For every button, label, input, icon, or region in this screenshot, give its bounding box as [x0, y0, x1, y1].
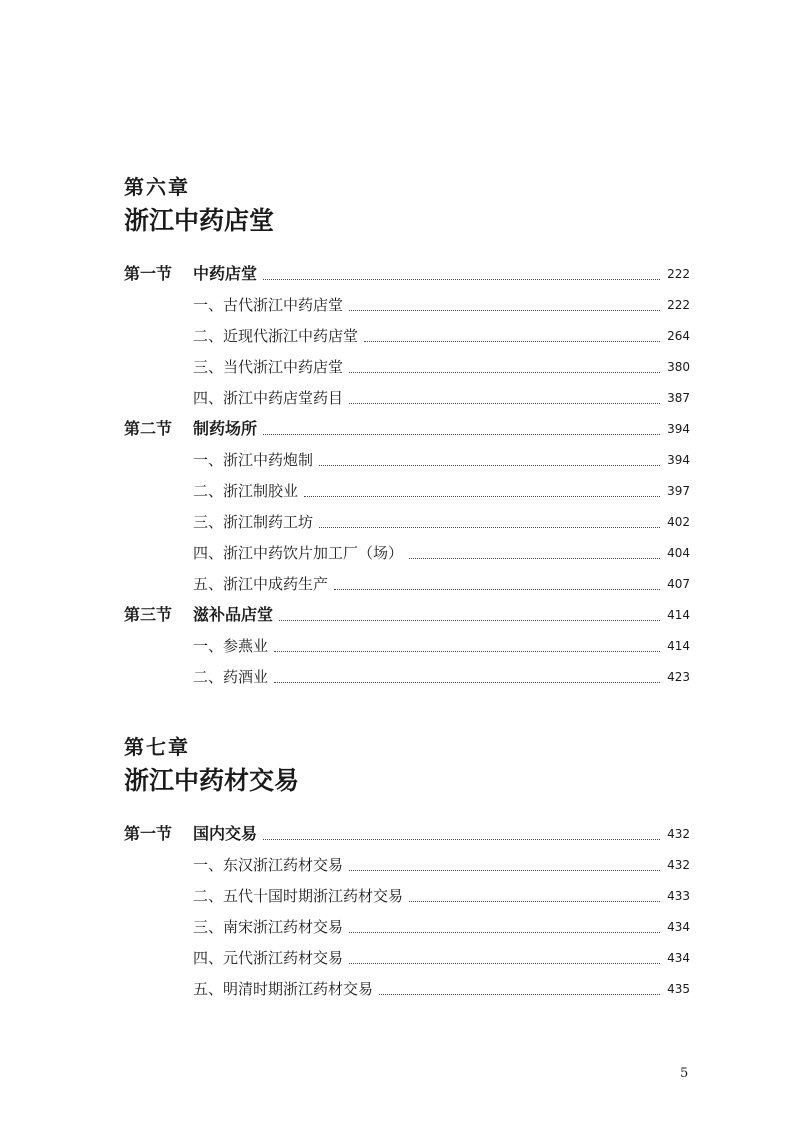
dot-leader	[379, 993, 660, 995]
toc-page-number: 414	[667, 639, 690, 653]
toc-subsection-row[interactable]	[124, 629, 690, 660]
toc-page-number: 387	[667, 391, 690, 405]
toc-subsection-row[interactable]	[124, 848, 690, 879]
toc-page-number: 222	[667, 298, 690, 312]
toc-page-number: 434	[667, 920, 690, 934]
toc-page-number: 434	[667, 951, 690, 965]
subsection-title: 二、药酒业	[193, 668, 269, 686]
subsection-title: 二、五代十国时期浙江药材交易	[193, 887, 404, 905]
dot-leader	[349, 962, 660, 964]
toc-section-row[interactable]	[124, 598, 690, 629]
toc-subsection-row[interactable]	[124, 910, 690, 941]
subsection-title: 四、浙江中药店堂药目	[193, 389, 344, 407]
toc-list	[124, 257, 690, 691]
toc-page-number: 432	[667, 827, 690, 841]
subsection-title: 四、浙江中药饮片加工厂（场）	[193, 544, 404, 562]
dot-leader	[349, 869, 660, 871]
section-label: 第三节	[124, 605, 173, 624]
dot-leader	[334, 588, 660, 590]
toc-section-row[interactable]	[124, 817, 690, 848]
toc-subsection-row[interactable]	[124, 319, 690, 350]
toc-subsection-row[interactable]	[124, 505, 690, 536]
toc-page-number: 414	[667, 608, 690, 622]
toc-subsection-row[interactable]	[124, 443, 690, 474]
toc-page-number: 397	[667, 484, 690, 498]
section-title: 滋补品店堂	[193, 605, 274, 624]
toc-subsection-row[interactable]	[124, 350, 690, 381]
subsection-title: 三、浙江制药工坊	[193, 513, 314, 531]
toc-page-number: 402	[667, 515, 690, 529]
dot-leader	[274, 681, 660, 683]
section-label: 第一节	[124, 824, 173, 843]
chapter-6	[124, 175, 690, 691]
toc-subsection-row[interactable]	[124, 972, 690, 1003]
dot-leader	[349, 931, 660, 933]
toc-page-number: 432	[667, 858, 690, 872]
section-title: 国内交易	[193, 824, 258, 843]
dot-leader	[349, 402, 660, 404]
subsection-title: 二、浙江制胶业	[193, 482, 299, 500]
toc-section-row[interactable]	[124, 257, 690, 288]
dot-leader	[319, 526, 660, 528]
dot-leader	[263, 838, 660, 840]
toc-subsection-row[interactable]	[124, 879, 690, 910]
toc-page-number: 407	[667, 577, 690, 591]
dot-leader	[349, 309, 660, 311]
subsection-title: 四、元代浙江药材交易	[193, 949, 344, 967]
toc-page-number: 423	[667, 670, 690, 684]
toc-subsection-row[interactable]	[124, 567, 690, 598]
section-title: 中药店堂	[193, 264, 258, 283]
toc-subsection-row[interactable]	[124, 474, 690, 505]
chapter-number: 第七章	[124, 735, 190, 759]
toc-page-number: 394	[667, 453, 690, 467]
toc-page-number: 394	[667, 422, 690, 436]
dot-leader	[279, 619, 660, 621]
toc-subsection-row[interactable]	[124, 381, 690, 412]
dot-leader	[263, 433, 660, 435]
section-title: 制药场所	[193, 419, 258, 438]
dot-leader	[409, 900, 660, 902]
subsection-title: 二、近现代浙江中药店堂	[193, 327, 359, 345]
toc-list	[124, 817, 690, 1003]
section-label: 第一节	[124, 264, 173, 283]
subsection-title: 五、浙江中成药生产	[193, 575, 329, 593]
subsection-title: 一、浙江中药炮制	[193, 451, 314, 469]
toc-page-number: 264	[667, 329, 690, 343]
page-number: 5	[680, 1066, 689, 1081]
subsection-title: 五、明清时期浙江药材交易	[193, 980, 374, 998]
section-label: 第二节	[124, 419, 173, 438]
toc-page-number: 222	[667, 267, 690, 281]
toc-subsection-row[interactable]	[124, 536, 690, 567]
dot-leader	[409, 557, 660, 559]
toc-page-number: 404	[667, 546, 690, 560]
dot-leader	[319, 464, 660, 466]
toc-section-row[interactable]	[124, 412, 690, 443]
chapter-title: 浙江中药材交易	[124, 766, 300, 795]
dot-leader	[364, 340, 660, 342]
chapter-title: 浙江中药店堂	[124, 206, 275, 235]
dot-leader	[349, 371, 660, 373]
chapter-7	[124, 735, 690, 1003]
chapter-number: 第六章	[124, 175, 190, 199]
toc-page-number: 433	[667, 889, 690, 903]
subsection-title: 一、参燕业	[193, 637, 269, 655]
toc-subsection-row[interactable]	[124, 941, 690, 972]
toc-page-number: 435	[667, 982, 690, 996]
dot-leader	[274, 650, 660, 652]
toc-subsection-row[interactable]	[124, 660, 690, 691]
subsection-title: 一、东汉浙江药材交易	[193, 856, 344, 874]
dot-leader	[304, 495, 660, 497]
toc-page-number: 380	[667, 360, 690, 374]
toc-subsection-row[interactable]	[124, 288, 690, 319]
subsection-title: 三、南宋浙江药材交易	[193, 918, 344, 936]
subsection-title: 一、古代浙江中药店堂	[193, 296, 344, 314]
subsection-title: 三、当代浙江中药店堂	[193, 358, 344, 376]
dot-leader	[263, 278, 660, 280]
